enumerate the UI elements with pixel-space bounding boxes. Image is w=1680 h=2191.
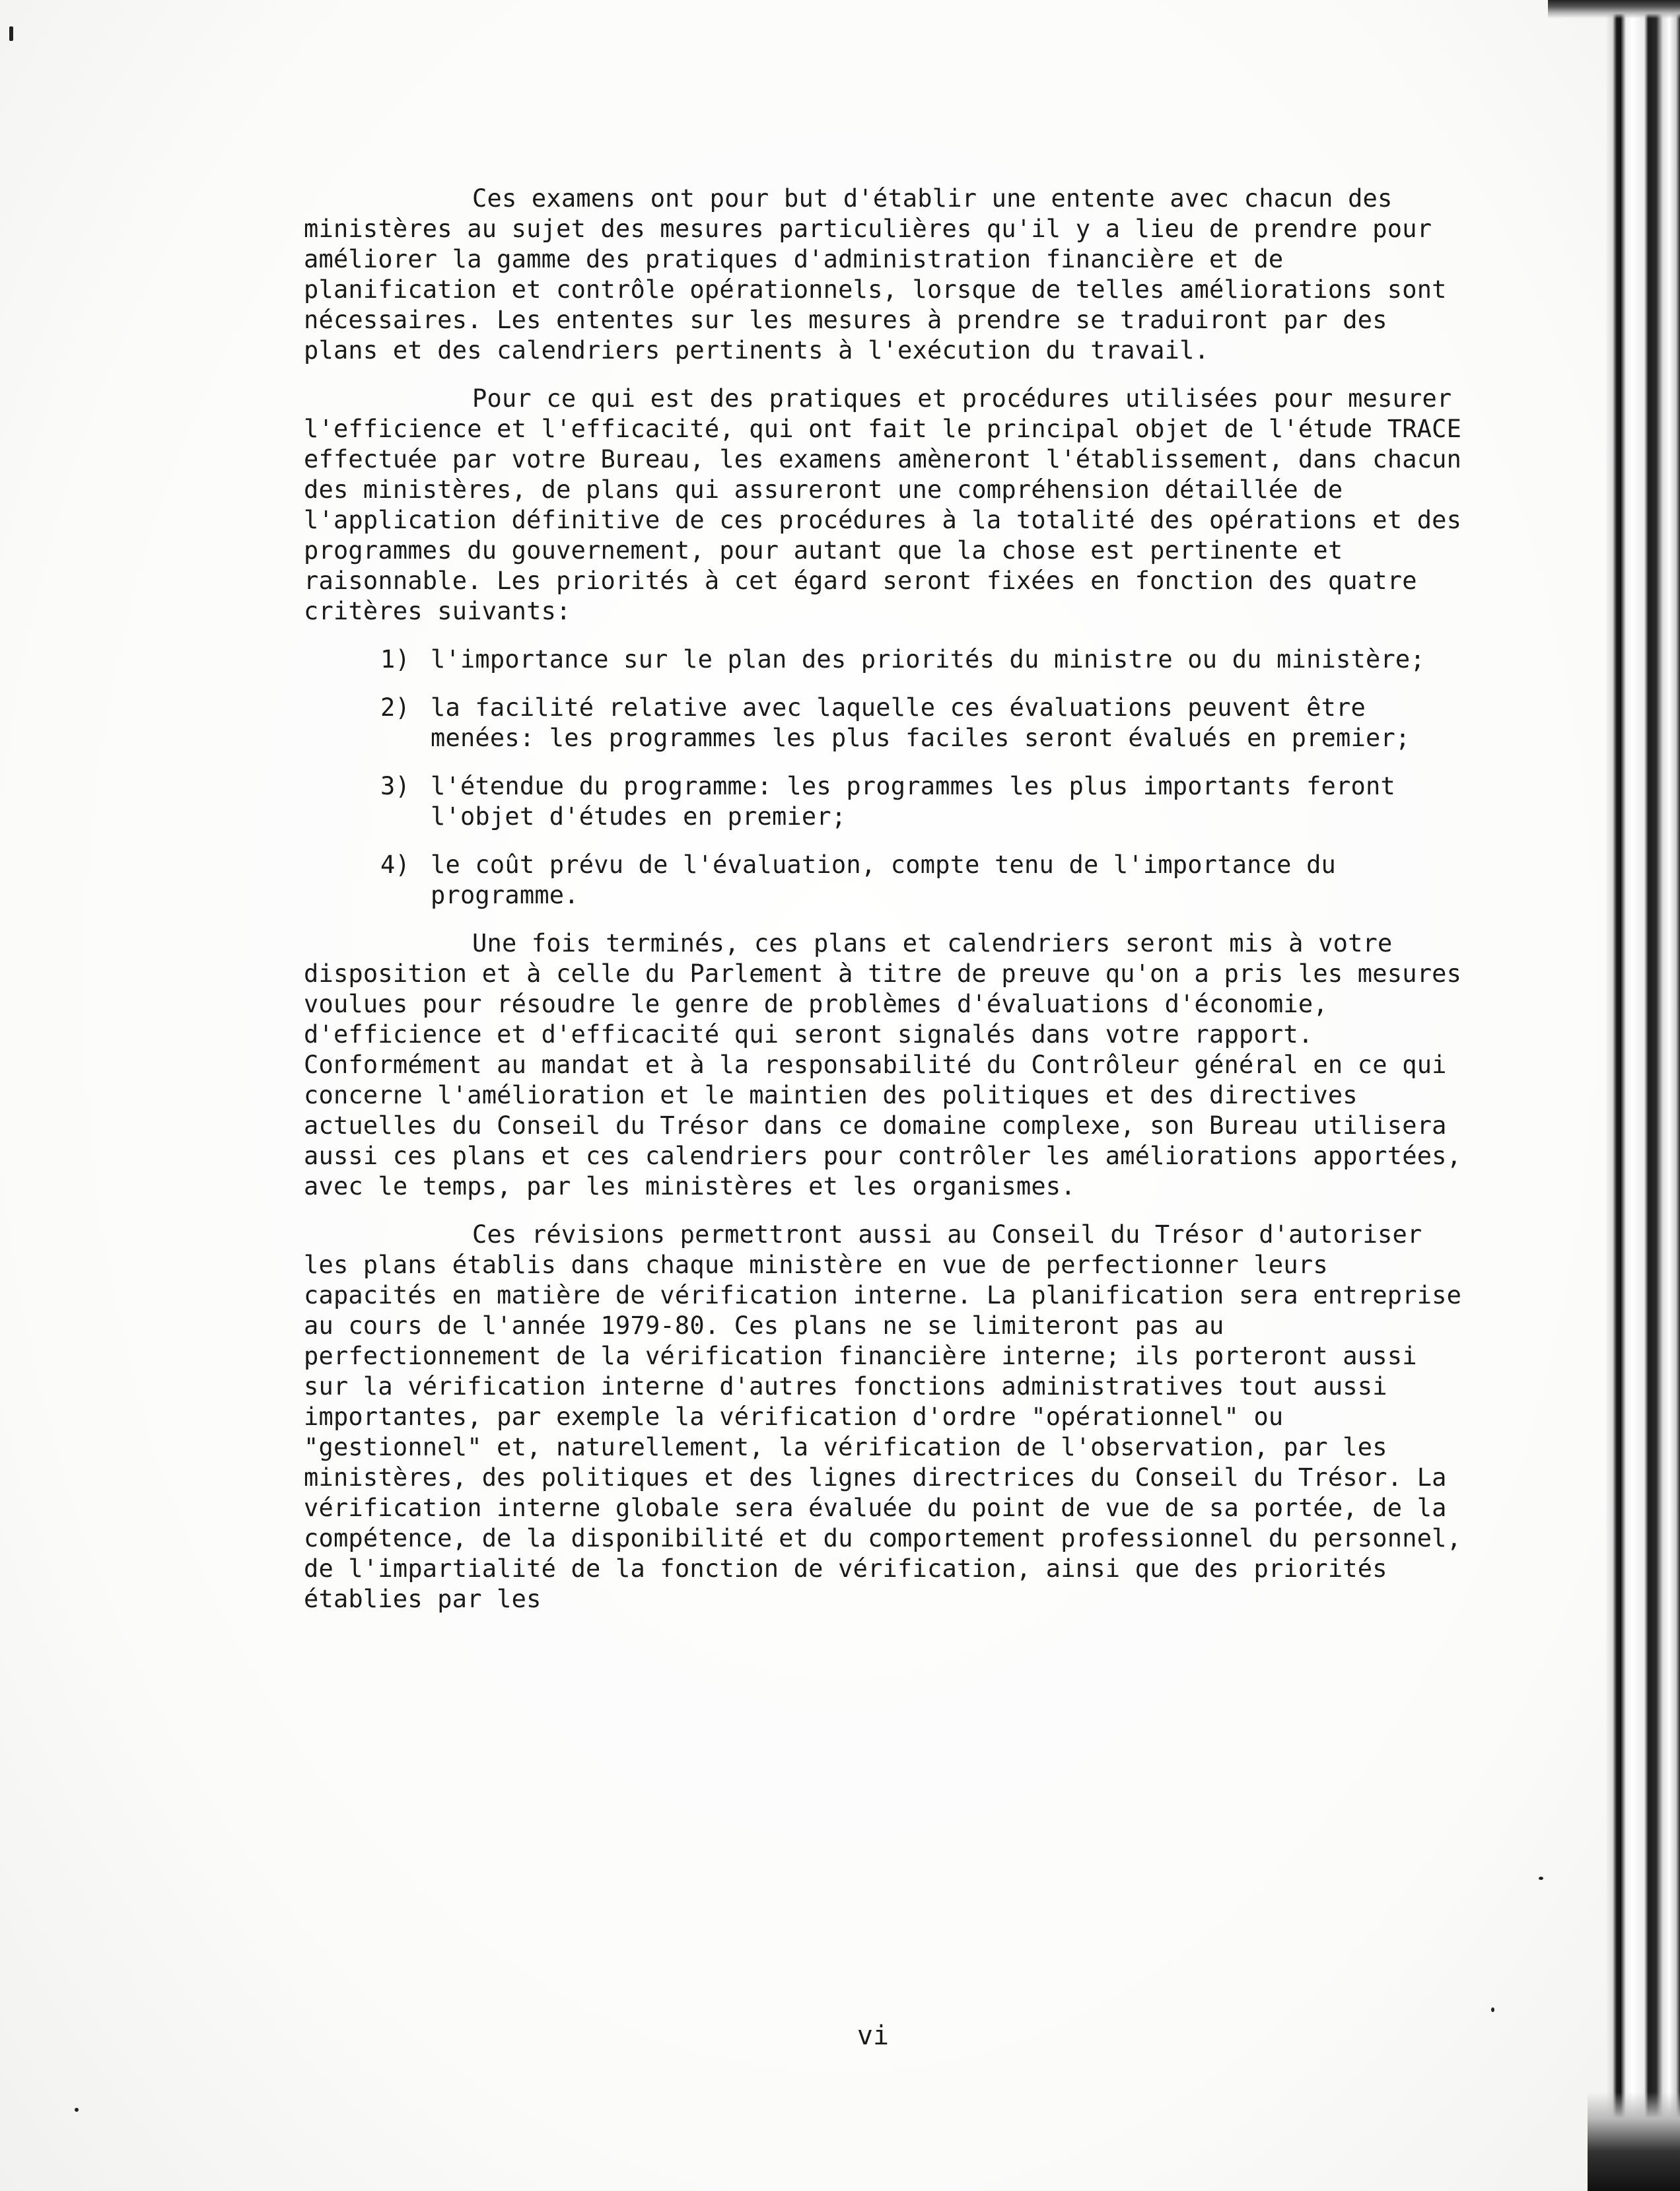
document-body bbox=[304, 184, 1466, 1632]
paragraph: Pour ce qui est des pratiques et procédures utilisées pour mesurer l'efficience et l'efficacité, qui ont fait le principal objet de l'étude TRACE effectuée par votre Bureau, les examens amèneront l'établissement, dans chacun des ministères, de plans qui assureront une compréhension détaillée de l'application définitive de ces procédures à la totalité des opérations et des programmes du gouvernement, pour autant que la chose est pertinente et raisonnable. Les priorités à cet égard seront fixées en fonction des quatre critères suivants: bbox=[304, 384, 1462, 625]
list-item bbox=[304, 644, 1466, 675]
paragraph: Ces examens ont pour but d'établir une entente avec chacun des ministères au sujet des mesures particulières qu'il y a lieu de prendre pour améliorer la gamme des pratiques d'administration financière et de planification et contrôle opérationnels, lorsque de telles améliorations sont nécessaires. Les ententes sur les mesures à prendre se traduiront par des plans et des calendriers pertinents à l'exécution du travail. bbox=[304, 184, 1447, 365]
binding-edge bbox=[1606, 0, 1680, 2191]
paragraph: Ces révisions permettront aussi au Conseil du Trésor d'autoriser les plans établis dans chaque ministère en vue de perfectionner leurs capacités en matière de vérification interne. La planification sera entreprise au cours de l'année 1979-80. Ces plans ne se limiteront pas au perfectionnement de la vérification financière interne; ils porteront aussi sur la vérification interne d'autres fonctions administratives tout aussi importantes, par exemple la vérification d'ordre "opérationnel" ou "gestionnel" et, naturellement, la vérification de l'observation, par les ministères, des politiques et des lignes directrices du Conseil du Trésor. La vérification interne globale sera évaluée du point de vue de sa portée, de la compétence, de la disponibilité et du comportement professionnel du personnel, de l'impartialité de la fonction de vérification, ainsi que des priorités établies par les bbox=[304, 1220, 1462, 1613]
list-item bbox=[304, 693, 1466, 753]
list-number: 1) bbox=[380, 645, 410, 674]
page-number: vi bbox=[857, 2021, 890, 2051]
list-number: 2) bbox=[380, 693, 410, 722]
list-text: l'importance sur le plan des priorités du ministre ou du ministère; bbox=[431, 645, 1425, 674]
list-number: 3) bbox=[380, 772, 410, 800]
list-text: le coût prévu de l'évaluation, compte tenu de l'importance du programme. bbox=[431, 851, 1337, 909]
scan-speck bbox=[1491, 2007, 1494, 2012]
binding-top-shadow bbox=[1548, 0, 1680, 18]
list-item bbox=[304, 850, 1466, 911]
criteria-list bbox=[304, 644, 1466, 911]
scan-speck bbox=[75, 2108, 79, 2112]
scan-speck bbox=[9, 26, 13, 41]
paragraph: Une fois terminés, ces plans et calendriers seront mis à votre disposition et à celle du Parlement à titre de preuve qu'on a pris les mesures voulues pour résoudre le genre de problèmes d'évaluations d'économie, d'efficience et d'efficacité qui seront signalés dans votre rapport. Conformément au mandat et à la responsabilité du Contrôleur général en ce qui concerne l'amélioration et le maintien des politiques et des directives actuelles du Conseil du Trésor dans ce domaine complexe, son Bureau utilisera aussi ces plans et ces calendriers pour contrôler les améliorations apportées, avec le temps, par les ministères et les organismes. bbox=[304, 929, 1462, 1200]
list-text: l'étendue du programme: les programmes les plus importants feront l'objet d'études en premier; bbox=[431, 772, 1395, 831]
list-number: 4) bbox=[380, 851, 410, 879]
binding-bottom-shadow bbox=[1588, 2092, 1680, 2191]
list-item bbox=[304, 771, 1466, 832]
list-text: la facilité relative avec laquelle ces évaluations peuvent être menées: les programmes les plus faciles seront évalués en premier; bbox=[431, 693, 1411, 752]
scan-speck bbox=[1539, 1877, 1543, 1880]
